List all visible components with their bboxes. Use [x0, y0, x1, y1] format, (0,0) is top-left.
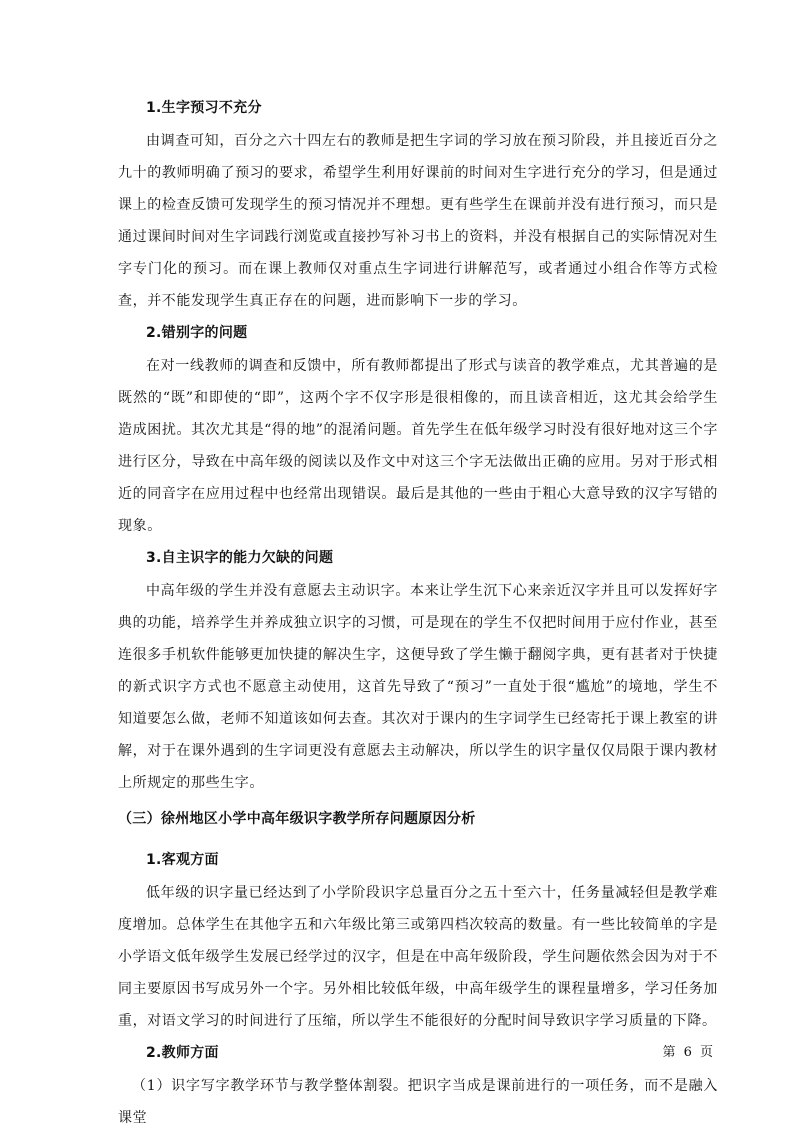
paragraph-2: 在对一线教师的调查和反馈中，所有教师都提出了形式与读音的教学难点，尤其普遍的是既然的“既”和即使的“即”，这两个字不仅字形是很相像的，而且读音相近，这尤其会给学生造成困扰。其次尤其是“得的地”的混淆问题。首先学生在低年级学习时没有很好地对这三个字进行区分，导致在中高年级的阅读以及作文中对这三个字无法做出正确的应用。另对于形式相近的同音字在应用过程中也经常出现错误。最后是其他的一些由于粗心大意导致的汉字写错的现象。	[118, 358, 718, 534]
heading-1: 1.生字预习不充分	[146, 100, 262, 116]
heading-3: 3.自主识字的能力欠缺的问题	[146, 550, 334, 566]
heading-2: 2.错别字的问题	[146, 325, 248, 341]
section-title: （三）徐州地区小学中高年级识字教学所存问题原因分析	[118, 811, 476, 827]
paragraph-1: 由调查可知，百分之六十四左右的教师是把生字词的学习放在预习阶段，并且接近百分之九十的教师明确了预习的要求，希望学生利用好课前的时间对生字进行充分的学习，但是通过课上的检查反馈可发现学生的预习情况并不理想。更有些学生在课前并没有进行预习，而只是通过课间时间对生字词践行浏览或直接抄写补习书上的资料，并没有根据自己的实际情况对生字专门化的预习。而在课上教师仅对重点生字词进行讲解范写，或者通过小组合作等方式检查，并不能发现学生真正存在的问题，进而影响下一步的学习。	[118, 133, 718, 309]
page-content	[118, 92, 718, 1134]
subheading-2: 2.教师方面	[146, 1045, 219, 1061]
subheading-1: 1.客观方面	[146, 852, 219, 868]
paragraph-3: 中高年级的学生并没有意愿去主动识字。本来让学生沉下心来亲近汉字并且可以发挥好字典的功能，培养学生并养成独立识字的习惯，可是现在的学生不仅把时间用于应付作业，甚至连很多手机软件能够更加快捷的解决生字，这便导致了学生懒于翻阅字典，更有甚者对于快捷的新式识字方式也不愿意主动使用，这首先导致了“预习”一直处于很“尴尬”的境地，学生不知道要怎么做，老师不知道该如何去查。其次对于课内的生字词学生已经寄托于课上教室的讲解，对于在课外遇到的生字词更没有意愿去主动解决，所以学生的识字量仅仅局限于课内教材上所规定的那些生字。	[118, 583, 718, 791]
subparagraph-1: 低年级的识字量已经达到了小学阶段识字总量百分之五十至六十，任务量减轻但是教学难度增加。总体学生在其他字五和六年级比第三或第四档次较高的数量。有一些比较简单的字是小学语文低年级学生发展已经学过的汉字，但是在中高年级阶段，学生问题依然会因为对于不同主要原因书写成另外一个字。另外相比较低年级，中高年级学生的课程量增多，学习任务加重，对语文学习的时间进行了压缩，所以学生不能很好的分配时间导致识字学习质量的下降。	[118, 885, 718, 1029]
page-number: 第 6 页	[662, 1045, 715, 1060]
section-3	[118, 542, 718, 799]
subsection-2	[118, 1037, 718, 1134]
section-1	[118, 92, 718, 317]
section-2	[118, 317, 718, 542]
subsection-1	[118, 844, 718, 1037]
subparagraph-2: （1）识字写字教学环节与教学整体割裂。把识字当成是课前进行的一项任务，而不是融入课堂	[118, 1078, 718, 1126]
